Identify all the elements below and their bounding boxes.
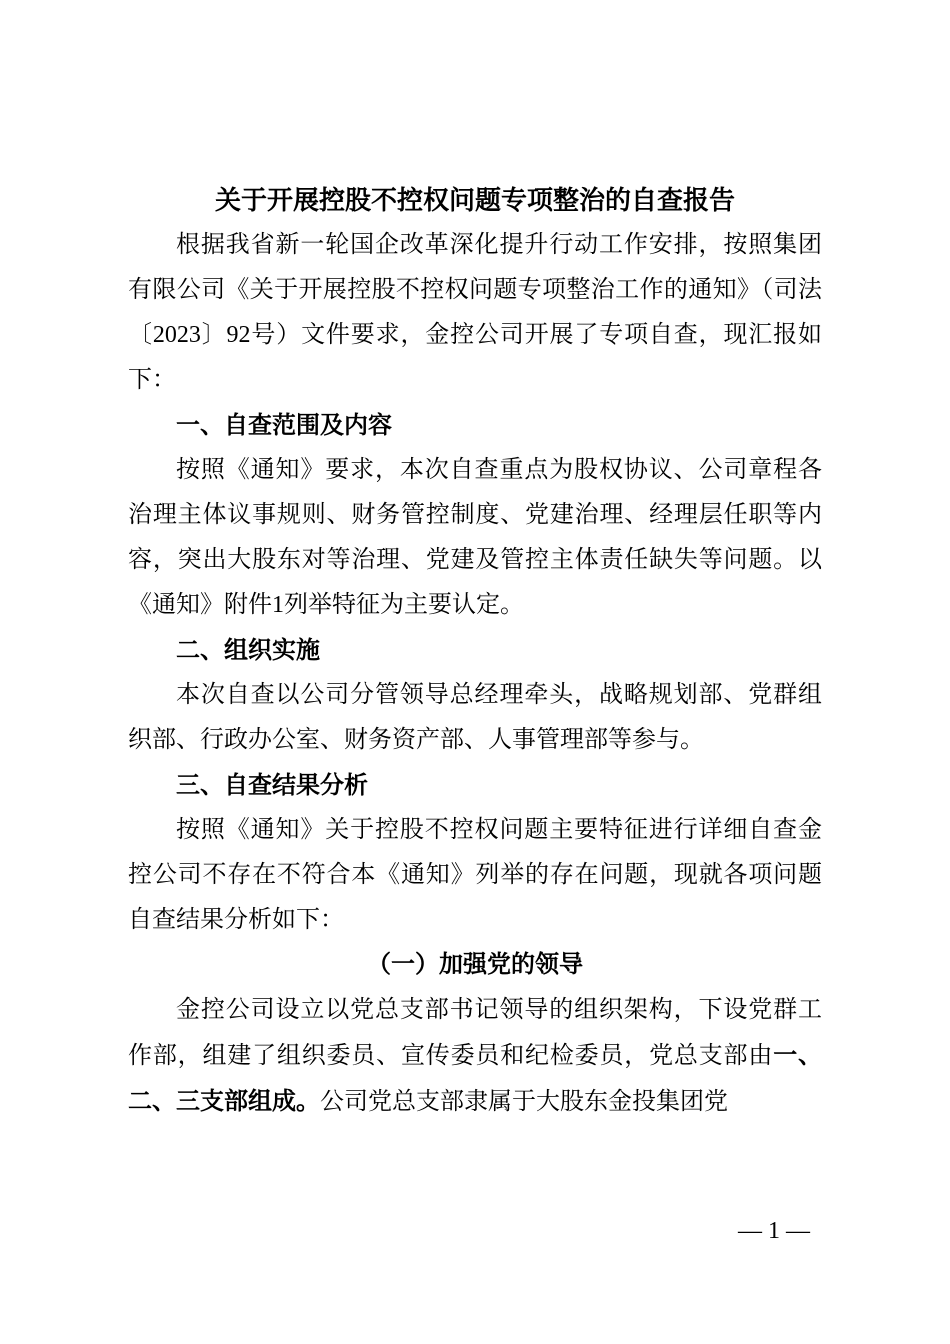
subsection-1-text-normal-2: 公司党总支部隶属于大股东金投集团党 — [320, 1089, 728, 1115]
section-2-paragraph: 本次自查以公司分管领导总经理牵头，战略规划部、党群组织部、行政办公室、财务资产部、人事管理部等参与。 — [128, 682, 822, 753]
section-heading-2: 二、组织实施 — [176, 637, 320, 664]
section-1-paragraph: 按照《通知》要求，本次自查重点为股权协议、公司章程各治理主体议事规则、财务管控制度、党建治理、经理层任职等内容，突出大股东对等治理、党建及管控主体责任缺失等问题。以《通知》附件1列举特征为主要认定。 — [128, 457, 822, 618]
section-3-paragraph: 按照《通知》关于控股不控权问题主要特征进行详细自查金控公司不存在不符合本《通知》列举的存在问题，现就各项问题自查结果分析如下： — [128, 817, 822, 933]
subsection-1-text-normal-1: 金控公司设立以党总支部书记领导的组织架构，下设党群工作部，组建了组织委员、宣传委员和纪检委员，党总支部由 — [128, 997, 822, 1069]
section-heading-3: 三、自查结果分析 — [176, 772, 368, 799]
subsection-heading-1: （一）加强党的领导 — [367, 952, 583, 978]
page-number: — 1 — — [738, 1218, 810, 1244]
document-title: 关于开展控股不控权问题专项整治的自查报告 — [214, 186, 735, 215]
subsection-1-paragraph — [128, 988, 822, 1125]
section-heading-1: 一、自查范围及内容 — [176, 412, 392, 439]
subsection-1-text-bold: 一、二、三支部组成。 — [128, 1042, 823, 1115]
intro-paragraph: 根据我省新一轮国企改革深化提升行动工作安排，按照集团有限公司《关于开展控股不控权问题专项整治工作的通知》（司法〔2023〕92号）文件要求，金控公司开展了专项自查，现汇报如下： — [128, 232, 822, 393]
